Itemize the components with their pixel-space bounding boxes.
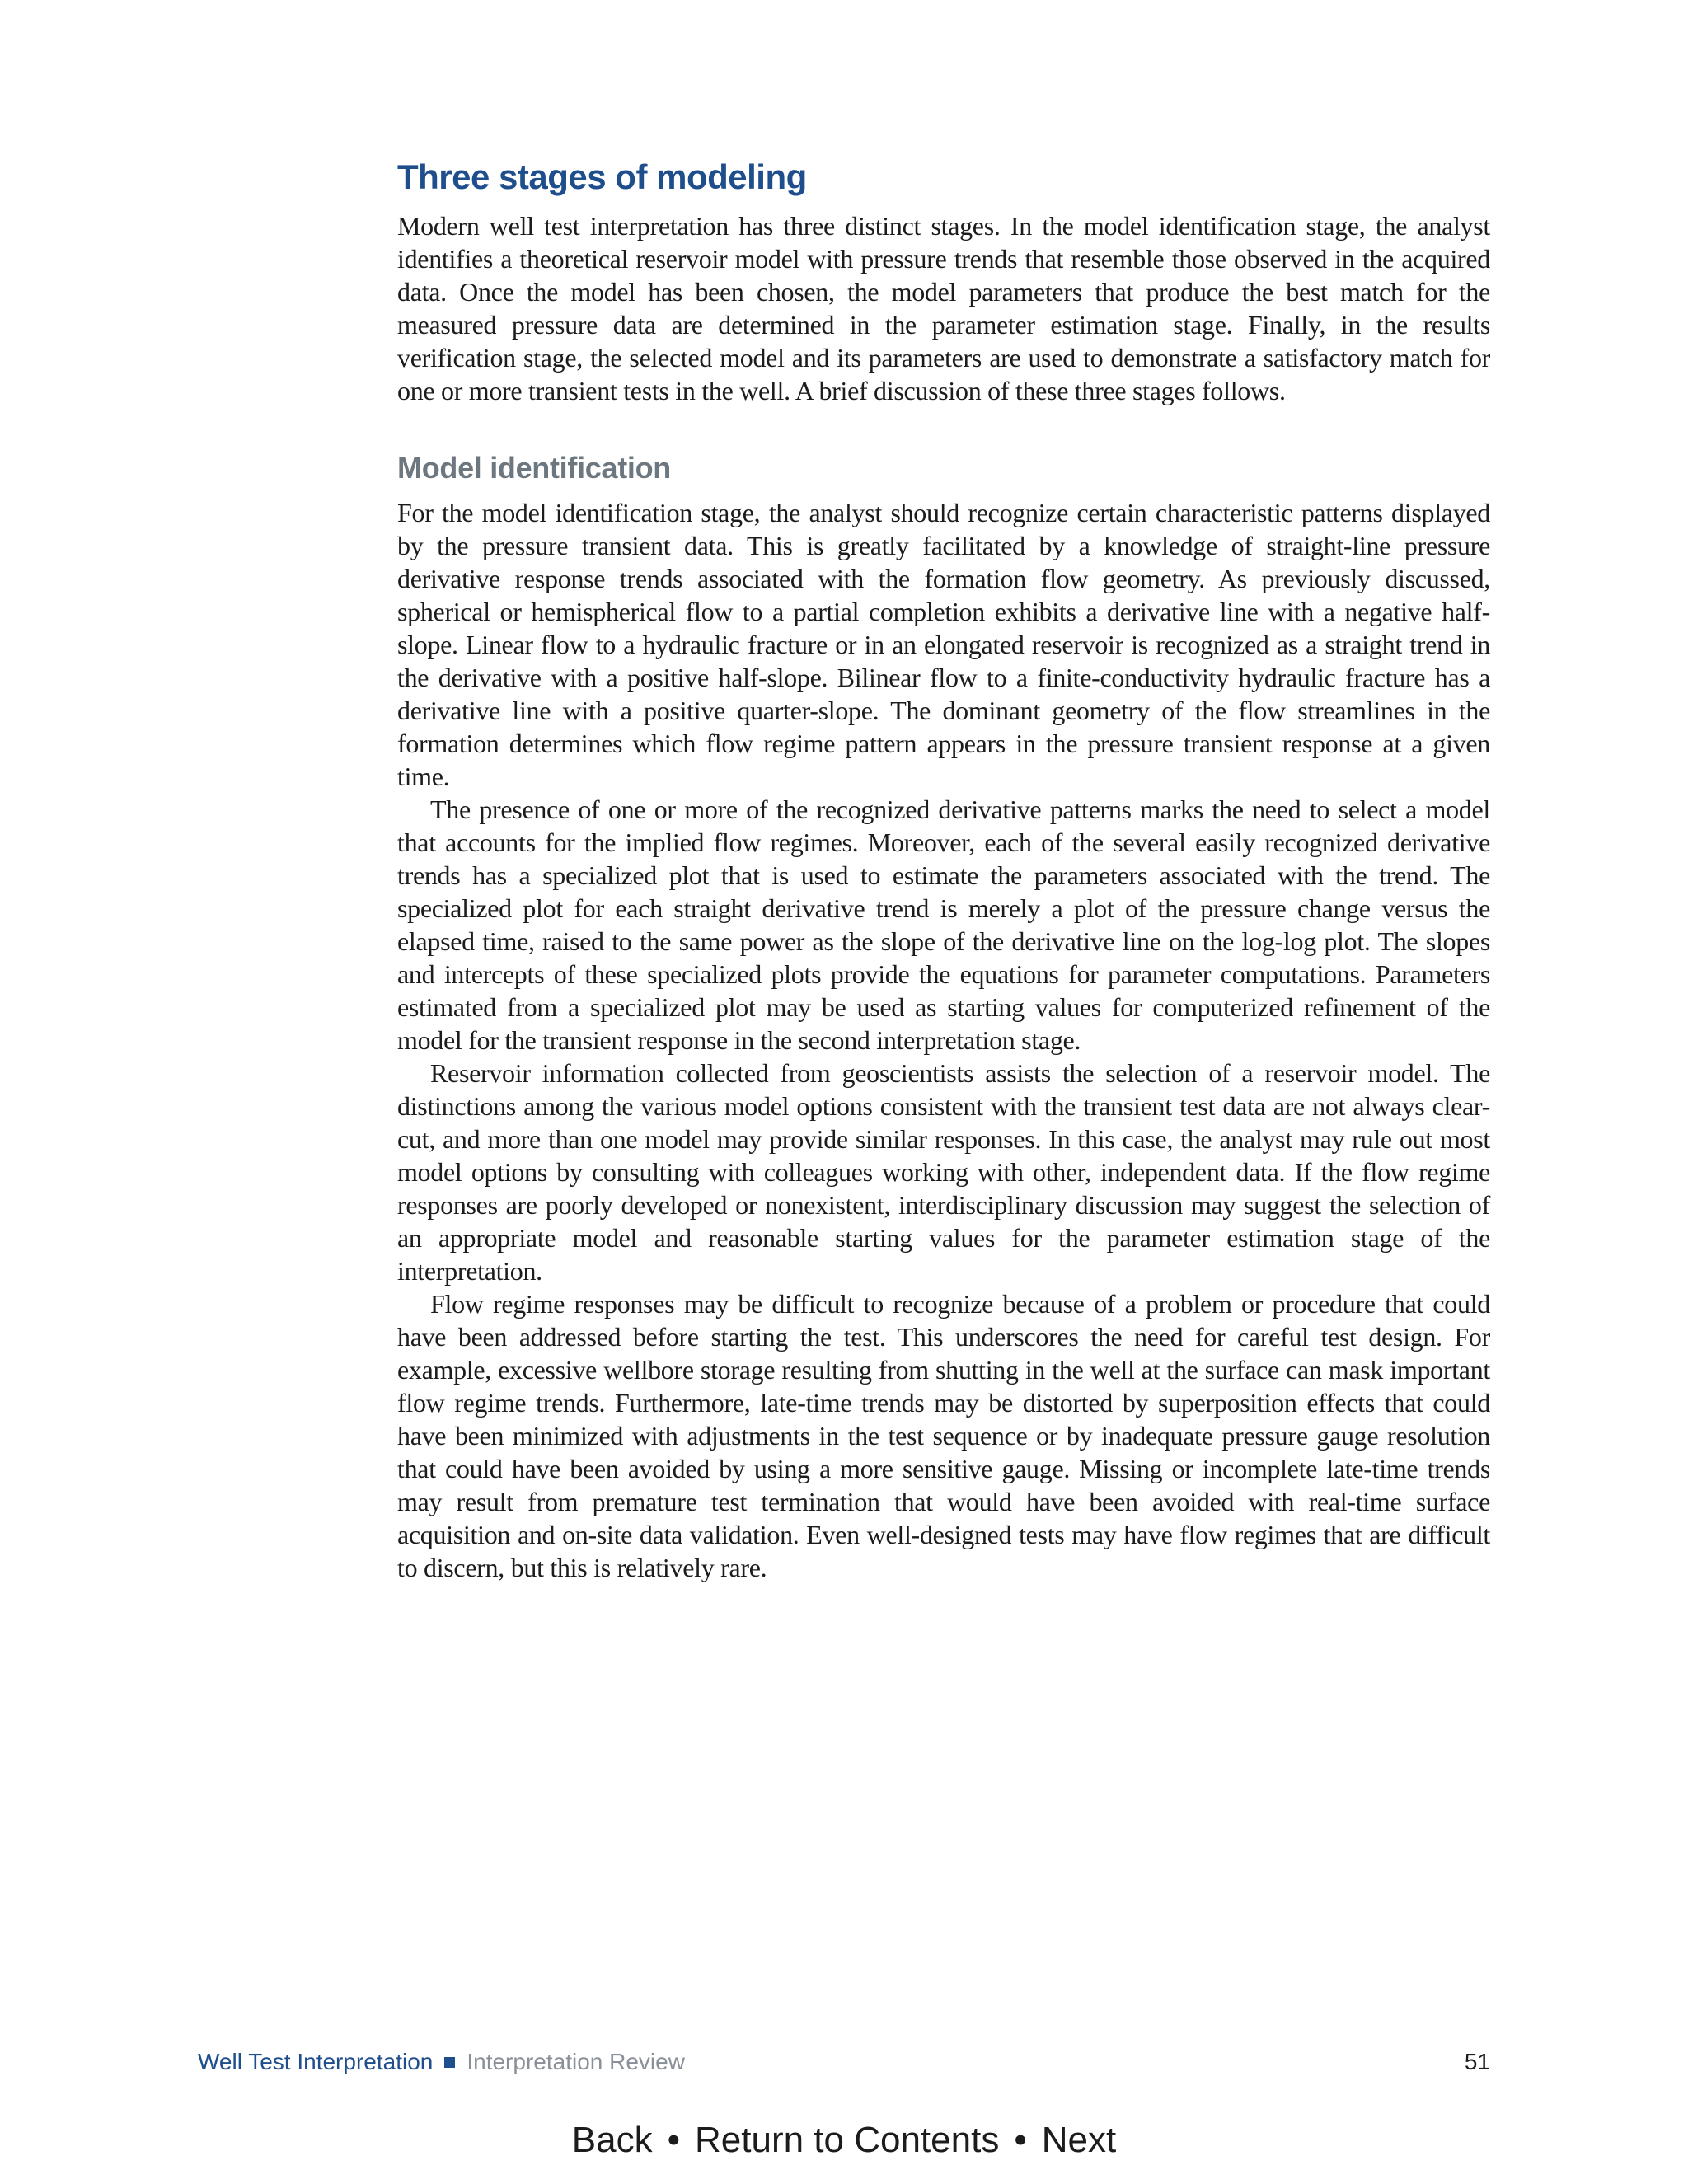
page-footer bbox=[198, 2046, 1490, 2079]
subsection-title: Model identification bbox=[397, 451, 671, 485]
footer-book-title: Well Test Interpretation bbox=[198, 2049, 434, 2074]
subsection-paragraph-4: Flow regime responses may be difficult to recognize because of a problem or procedure that could have been addressed before starting the test. This underscores the need for careful test design. For example, excessive wellbore storage resulting from shutting in the well at the surface can mask important flow regime trends. Furthermore, late-time trends may be distorted by superposition effects that could have been minimized with adjustments in the test sequence or by inadequate pressure gauge resolution that could have been avoided by using a more sensitive gauge. Missing or incomplete late-time trends may result from premature test termination that would have been avoided with real-time surface acquisition and on-site data validation. Even well-designed tests may have flow regimes that are difficult to discern, but this is relatively rare. bbox=[397, 1289, 1490, 1582]
square-separator-icon bbox=[444, 2057, 455, 2068]
back-link[interactable]: Back bbox=[571, 2120, 653, 2160]
section-title: Three stages of modeling bbox=[397, 157, 807, 196]
subsection-paragraph-2: The presence of one or more of the recognized derivative patterns marks the need to select a model that accounts for the implied flow regimes. Moreover, each of the several easily recognized derivative trends has a specialized plot that is used to estimate the parameters associated with the trend. The specialized plot for each straight derivative trend is merely a plot of the pressure change versus the elapsed time, raised to the same power as the slope of the derivative line on the log-log plot. The slopes and intercepts of these specialized plots provide the equations for parameter computations. Parameters estimated from a specialized plot may be used as starting values for computerized refinement of the model for the transient response in the second interpretation stage. bbox=[397, 794, 1490, 1055]
navigation-bar bbox=[0, 2111, 1688, 2169]
return-to-contents-link[interactable]: Return to Contents bbox=[695, 2120, 1000, 2160]
section-paragraph: Modern well test interpretation has three distinct stages. In the model identification stage, the analyst identifies a theoretical reservoir model with pressure trends that resemble those observed in the acquired data. Once the model has been chosen, the model parameters that produce the best match for the measured pressure data are determined in the parameter estimation stage. Finally, in the results verification stage, the selected model and its parameters are used to demonstrate a satisfactory match for one or more transient tests in the well. A brief discussion of these three stages follows. bbox=[397, 211, 1490, 405]
footer-chapter-title: Interpretation Review bbox=[467, 2049, 685, 2074]
subsection-paragraph-3: Reservoir information collected from geoscientists assists the selection of a reservoir model. The distinctions among the various model options consistent with the transient test data are not always clear-cut, and more than one model may provide similar responses. In this case, the analyst may rule out most model options by consulting with colleagues working with other, independent data. If the flow regime responses are poorly developed or nonexistent, interdisciplinary discussion may suggest the selection of an appropriate model and reasonable starting values for the parameter estimation stage of the interpretation. bbox=[397, 1058, 1490, 1286]
nav-separator: • bbox=[1014, 2120, 1027, 2160]
next-link[interactable]: Next bbox=[1041, 2120, 1117, 2160]
nav-separator: • bbox=[667, 2120, 680, 2160]
subsection-paragraph-1: For the model identification stage, the analyst should recognize certain characteristic patterns displayed by the pressure transient data. This is greatly facilitated by a knowledge of straight-line pressure derivative response trends associated with the formation flow geometry. As previously discussed, spherical or hemispherical flow to a partial completion exhibits a derivative line with a negative half-slope. Linear flow to a hydraulic fracture or in an elongated reservoir is recognized as a straight trend in the derivative with a positive half-slope. Bilinear flow to a finite-conductivity hydraulic fracture has a derivative line with a positive quarter-slope. The dominant geometry of the flow streamlines in the formation determines which flow regime pattern appears in the pressure transient response at a given time. bbox=[397, 498, 1490, 791]
page-number: 51 bbox=[1464, 2049, 1490, 2074]
page-content bbox=[397, 157, 1490, 1584]
